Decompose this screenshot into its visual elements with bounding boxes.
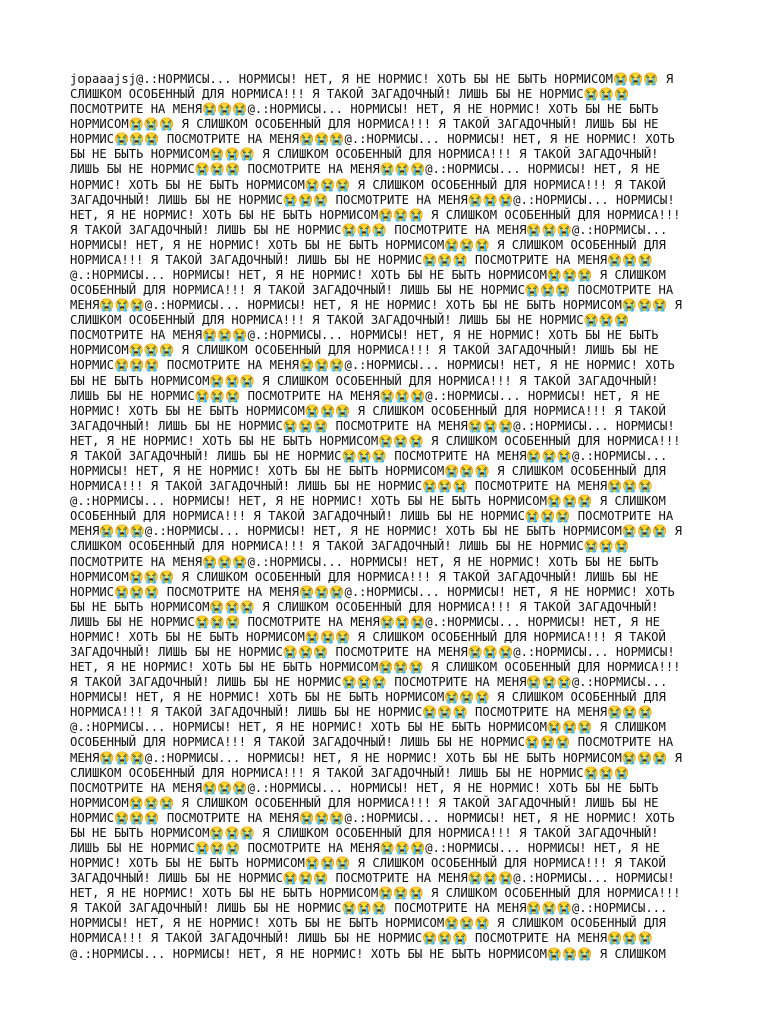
text-line: ЗАГАДОЧНЫЙ! ЛИШЬ БЫ НЕ НОРМИС😭😭😭 ПОСМОТРИТЕ НА МЕНЯ😭😭😭@.:НОРМИСЫ... НОРМИСЫ! [70,871,675,886]
text-line: ПОСМОТРИТЕ НА МЕНЯ😭😭😭@.:НОРМИСЫ... НОРМИСЫ! НЕТ, Я НЕ НОРМИС! ХОТЬ БЫ НЕ БЫТЬ [70,554,659,569]
text-line: ЛИШЬ БЫ НЕ НОРМИС😭😭😭 ПОСМОТРИТЕ НА МЕНЯ😭😭😭@.:НОРМИСЫ... НОРМИСЫ! НЕТ, Я НЕ [70,388,660,403]
text-line: НОРМИС! ХОТЬ БЫ НЕ БЫТЬ НОРМИСОМ😭😭😭 Я СЛИШКОМ ОСОБЕННЫЙ ДЛЯ НОРМИСА!!! Я ТАКОЙ [70,177,666,192]
text-line: НОРМИС! ХОТЬ БЫ НЕ БЫТЬ НОРМИСОМ😭😭😭 Я СЛИШКОМ ОСОБЕННЫЙ ДЛЯ НОРМИСА!!! Я ТАКОЙ [70,856,666,871]
text-line: @.:НОРМИСЫ... НОРМИСЫ! НЕТ, Я НЕ НОРМИС! ХОТЬ БЫ НЕ БЫТЬ НОРМИСОМ😭😭😭 Я СЛИШКОМ [70,494,666,509]
text-line: НОРМИСЫ! НЕТ, Я НЕ НОРМИС! ХОТЬ БЫ НЕ БЫТЬ НОРМИСОМ😭😭😭 Я СЛИШКОМ ОСОБЕННЫЙ ДЛЯ [70,690,666,705]
text-line: СЛИШКОМ ОСОБЕННЫЙ ДЛЯ НОРМИСА!!! Я ТАКОЙ ЗАГАДОЧНЫЙ! ЛИШЬ БЫ НЕ НОРМИС😭😭😭 [70,539,630,554]
text-line: НОРМИСОМ😭😭😭 Я СЛИШКОМ ОСОБЕННЫЙ ДЛЯ НОРМИСА!!! Я ТАКОЙ ЗАГАДОЧНЫЙ! ЛИШЬ БЫ НЕ [70,117,659,132]
text-line: НОРМИС😭😭😭 ПОСМОТРИТЕ НА МЕНЯ😭😭😭@.:НОРМИСЫ... НОРМИСЫ! НЕТ, Я НЕ НОРМИС! ХОТЬ [70,810,675,825]
text-line: НОРМИСОМ😭😭😭 Я СЛИШКОМ ОСОБЕННЫЙ ДЛЯ НОРМИСА!!! Я ТАКОЙ ЗАГАДОЧНЫЙ! ЛИШЬ БЫ НЕ [70,569,659,584]
text-line: @.:НОРМИСЫ... НОРМИСЫ! НЕТ, Я НЕ НОРМИС! ХОТЬ БЫ НЕ БЫТЬ НОРМИСОМ😭😭😭 Я СЛИШКОМ [70,268,666,283]
text-line: НЕТ, Я НЕ НОРМИС! ХОТЬ БЫ НЕ БЫТЬ НОРМИСОМ😭😭😭 Я СЛИШКОМ ОСОБЕННЫЙ ДЛЯ НОРМИСА!!! [70,660,681,675]
text-line: БЫ НЕ БЫТЬ НОРМИСОМ😭😭😭 Я СЛИШКОМ ОСОБЕННЫЙ ДЛЯ НОРМИСА!!! Я ТАКОЙ ЗАГАДОЧНЫЙ! [70,825,659,840]
text-line: НОРМИСОМ😭😭😭 Я СЛИШКОМ ОСОБЕННЫЙ ДЛЯ НОРМИСА!!! Я ТАКОЙ ЗАГАДОЧНЫЙ! ЛИШЬ БЫ НЕ [70,343,659,358]
text-line: ЗАГАДОЧНЫЙ! ЛИШЬ БЫ НЕ НОРМИС😭😭😭 ПОСМОТРИТЕ НА МЕНЯ😭😭😭@.:НОРМИСЫ... НОРМИСЫ! [70,418,675,433]
text-line: ПОСМОТРИТЕ НА МЕНЯ😭😭😭@.:НОРМИСЫ... НОРМИСЫ! НЕТ, Я НЕ НОРМИС! ХОТЬ БЫ НЕ БЫТЬ [70,780,659,795]
text-line: СЛИШКОМ ОСОБЕННЫЙ ДЛЯ НОРМИСА!!! Я ТАКОЙ ЗАГАДОЧНЫЙ! ЛИШЬ БЫ НЕ НОРМИС😭😭😭 [70,313,630,328]
text-line: Я ТАКОЙ ЗАГАДОЧНЫЙ! ЛИШЬ БЫ НЕ НОРМИС😭😭😭 ПОСМОТРИТЕ НА МЕНЯ😭😭😭@.:НОРМИСЫ... [70,901,668,916]
text-line: @.:НОРМИСЫ... НОРМИСЫ! НЕТ, Я НЕ НОРМИС! ХОТЬ БЫ НЕ БЫТЬ НОРМИСОМ😭😭😭 Я СЛИШКОМ [70,720,666,735]
text-line: jopaaajsj@.:НОРМИСЫ... НОРМИСЫ! НЕТ, Я НЕ НОРМИС! ХОТЬ БЫ НЕ БЫТЬ НОРМИСОМ😭😭😭 Я [70,72,674,86]
text-line: СЛИШКОМ ОСОБЕННЫЙ ДЛЯ НОРМИСА!!! Я ТАКОЙ ЗАГАДОЧНЫЙ! ЛИШЬ БЫ НЕ НОРМИС😭😭😭 [70,765,630,780]
text-line: ПОСМОТРИТЕ НА МЕНЯ😭😭😭@.:НОРМИСЫ... НОРМИСЫ! НЕТ, Я НЕ НОРМИС! ХОТЬ БЫ НЕ БЫТЬ [70,328,659,343]
text-line: НОРМИС! ХОТЬ БЫ НЕ БЫТЬ НОРМИСОМ😭😭😭 Я СЛИШКОМ ОСОБЕННЫЙ ДЛЯ НОРМИСА!!! Я ТАКОЙ [70,629,666,644]
text-line: НОРМИСЫ! НЕТ, Я НЕ НОРМИС! ХОТЬ БЫ НЕ БЫТЬ НОРМИСОМ😭😭😭 Я СЛИШКОМ ОСОБЕННЫЙ ДЛЯ [70,916,666,931]
text-line: ЗАГАДОЧНЫЙ! ЛИШЬ БЫ НЕ НОРМИС😭😭😭 ПОСМОТРИТЕ НА МЕНЯ😭😭😭@.:НОРМИСЫ... НОРМИСЫ! [70,192,675,207]
text-line: Я ТАКОЙ ЗАГАДОЧНЫЙ! ЛИШЬ БЫ НЕ НОРМИС😭😭😭 ПОСМОТРИТЕ НА МЕНЯ😭😭😭@.:НОРМИСЫ... [70,675,668,690]
text-line: НОРМИС😭😭😭 ПОСМОТРИТЕ НА МЕНЯ😭😭😭@.:НОРМИСЫ... НОРМИСЫ! НЕТ, Я НЕ НОРМИС! ХОТЬ [70,132,675,147]
text-line: ЗАГАДОЧНЫЙ! ЛИШЬ БЫ НЕ НОРМИС😭😭😭 ПОСМОТРИТЕ НА МЕНЯ😭😭😭@.:НОРМИСЫ... НОРМИСЫ! [70,644,675,659]
body-text [70,72,700,962]
text-line: НЕТ, Я НЕ НОРМИС! ХОТЬ БЫ НЕ БЫТЬ НОРМИСОМ😭😭😭 Я СЛИШКОМ ОСОБЕННЫЙ ДЛЯ НОРМИСА!!! [70,207,681,222]
text-line: МЕНЯ😭😭😭@.:НОРМИСЫ... НОРМИСЫ! НЕТ, Я НЕ НОРМИС! ХОТЬ БЫ НЕ БЫТЬ НОРМИСОМ😭😭😭 Я [70,750,683,765]
text-line: СЛИШКОМ ОСОБЕННЫЙ ДЛЯ НОРМИСА!!! Я ТАКОЙ ЗАГАДОЧНЫЙ! ЛИШЬ БЫ НЕ НОРМИС😭😭😭 [70,87,630,102]
text-line: НЕТ, Я НЕ НОРМИС! ХОТЬ БЫ НЕ БЫТЬ НОРМИСОМ😭😭😭 Я СЛИШКОМ ОСОБЕННЫЙ ДЛЯ НОРМИСА!!! [70,433,681,448]
text-line: НОРМИСА!!! Я ТАКОЙ ЗАГАДОЧНЫЙ! ЛИШЬ БЫ НЕ НОРМИС😭😭😭 ПОСМОТРИТЕ НА МЕНЯ😭😭😭 [70,931,653,946]
text-line: ЛИШЬ БЫ НЕ НОРМИС😭😭😭 ПОСМОТРИТЕ НА МЕНЯ😭😭😭@.:НОРМИСЫ... НОРМИСЫ! НЕТ, Я НЕ [70,614,660,629]
text-line: НОРМИСОМ😭😭😭 Я СЛИШКОМ ОСОБЕННЫЙ ДЛЯ НОРМИСА!!! Я ТАКОЙ ЗАГАДОЧНЫЙ! ЛИШЬ БЫ НЕ [70,795,659,810]
text-line: Я ТАКОЙ ЗАГАДОЧНЫЙ! ЛИШЬ БЫ НЕ НОРМИС😭😭😭 ПОСМОТРИТЕ НА МЕНЯ😭😭😭@.:НОРМИСЫ... [70,448,668,463]
text-line: ЛИШЬ БЫ НЕ НОРМИС😭😭😭 ПОСМОТРИТЕ НА МЕНЯ😭😭😭@.:НОРМИСЫ... НОРМИСЫ! НЕТ, Я НЕ [70,162,660,177]
text-line: НОРМИСЫ! НЕТ, Я НЕ НОРМИС! ХОТЬ БЫ НЕ БЫТЬ НОРМИСОМ😭😭😭 Я СЛИШКОМ ОСОБЕННЫЙ ДЛЯ [70,464,666,479]
text-line: ОСОБЕННЫЙ ДЛЯ НОРМИСА!!! Я ТАКОЙ ЗАГАДОЧНЫЙ! ЛИШЬ БЫ НЕ НОРМИС😭😭😭 ПОСМОТРИТЕ НА [70,735,674,750]
text-line: Я ТАКОЙ ЗАГАДОЧНЫЙ! ЛИШЬ БЫ НЕ НОРМИС😭😭😭 ПОСМОТРИТЕ НА МЕНЯ😭😭😭@.:НОРМИСЫ... [70,222,668,237]
text-line: МЕНЯ😭😭😭@.:НОРМИСЫ... НОРМИСЫ! НЕТ, Я НЕ НОРМИС! ХОТЬ БЫ НЕ БЫТЬ НОРМИСОМ😭😭😭 Я [70,524,683,539]
text-line: БЫ НЕ БЫТЬ НОРМИСОМ😭😭😭 Я СЛИШКОМ ОСОБЕННЫЙ ДЛЯ НОРМИСА!!! Я ТАКОЙ ЗАГАДОЧНЫЙ! [70,599,659,614]
text-line: БЫ НЕ БЫТЬ НОРМИСОМ😭😭😭 Я СЛИШКОМ ОСОБЕННЫЙ ДЛЯ НОРМИСА!!! Я ТАКОЙ ЗАГАДОЧНЫЙ! [70,373,659,388]
text-line: ОСОБЕННЫЙ ДЛЯ НОРМИСА!!! Я ТАКОЙ ЗАГАДОЧНЫЙ! ЛИШЬ БЫ НЕ НОРМИС😭😭😭 ПОСМОТРИТЕ НА [70,509,674,524]
text-line: НОРМИСЫ! НЕТ, Я НЕ НОРМИС! ХОТЬ БЫ НЕ БЫТЬ НОРМИСОМ😭😭😭 Я СЛИШКОМ ОСОБЕННЫЙ ДЛЯ [70,237,666,252]
text-line: НОРМИСА!!! Я ТАКОЙ ЗАГАДОЧНЫЙ! ЛИШЬ БЫ НЕ НОРМИС😭😭😭 ПОСМОТРИТЕ НА МЕНЯ😭😭😭 [70,705,653,720]
text-line: ПОСМОТРИТЕ НА МЕНЯ😭😭😭@.:НОРМИСЫ... НОРМИСЫ! НЕТ, Я НЕ НОРМИС! ХОТЬ БЫ НЕ БЫТЬ [70,102,659,117]
text-line: НОРМИСА!!! Я ТАКОЙ ЗАГАДОЧНЫЙ! ЛИШЬ БЫ НЕ НОРМИС😭😭😭 ПОСМОТРИТЕ НА МЕНЯ😭😭😭 [70,252,653,267]
text-line: @.:НОРМИСЫ... НОРМИСЫ! НЕТ, Я НЕ НОРМИС! ХОТЬ БЫ НЕ БЫТЬ НОРМИСОМ😭😭😭 Я СЛИШКОМ [70,946,666,961]
text-line: ОСОБЕННЫЙ ДЛЯ НОРМИСА!!! Я ТАКОЙ ЗАГАДОЧНЫЙ! ЛИШЬ БЫ НЕ НОРМИС😭😭😭 ПОСМОТРИТЕ НА [70,283,674,298]
text-line: НОРМИС! ХОТЬ БЫ НЕ БЫТЬ НОРМИСОМ😭😭😭 Я СЛИШКОМ ОСОБЕННЫЙ ДЛЯ НОРМИСА!!! Я ТАКОЙ [70,403,666,418]
text-line: НОРМИС😭😭😭 ПОСМОТРИТЕ НА МЕНЯ😭😭😭@.:НОРМИСЫ... НОРМИСЫ! НЕТ, Я НЕ НОРМИС! ХОТЬ [70,584,675,599]
document-page [70,72,700,962]
text-line: БЫ НЕ БЫТЬ НОРМИСОМ😭😭😭 Я СЛИШКОМ ОСОБЕННЫЙ ДЛЯ НОРМИСА!!! Я ТАКОЙ ЗАГАДОЧНЫЙ! [70,147,659,162]
text-line: НОРМИС😭😭😭 ПОСМОТРИТЕ НА МЕНЯ😭😭😭@.:НОРМИСЫ... НОРМИСЫ! НЕТ, Я НЕ НОРМИС! ХОТЬ [70,358,675,373]
text-line: НЕТ, Я НЕ НОРМИС! ХОТЬ БЫ НЕ БЫТЬ НОРМИСОМ😭😭😭 Я СЛИШКОМ ОСОБЕННЫЙ ДЛЯ НОРМИСА!!! [70,886,681,901]
text-line: ЛИШЬ БЫ НЕ НОРМИС😭😭😭 ПОСМОТРИТЕ НА МЕНЯ😭😭😭@.:НОРМИСЫ... НОРМИСЫ! НЕТ, Я НЕ [70,840,660,855]
text-line: НОРМИСА!!! Я ТАКОЙ ЗАГАДОЧНЫЙ! ЛИШЬ БЫ НЕ НОРМИС😭😭😭 ПОСМОТРИТЕ НА МЕНЯ😭😭😭 [70,479,653,494]
text-line: МЕНЯ😭😭😭@.:НОРМИСЫ... НОРМИСЫ! НЕТ, Я НЕ НОРМИС! ХОТЬ БЫ НЕ БЫТЬ НОРМИСОМ😭😭😭 Я [70,298,683,313]
